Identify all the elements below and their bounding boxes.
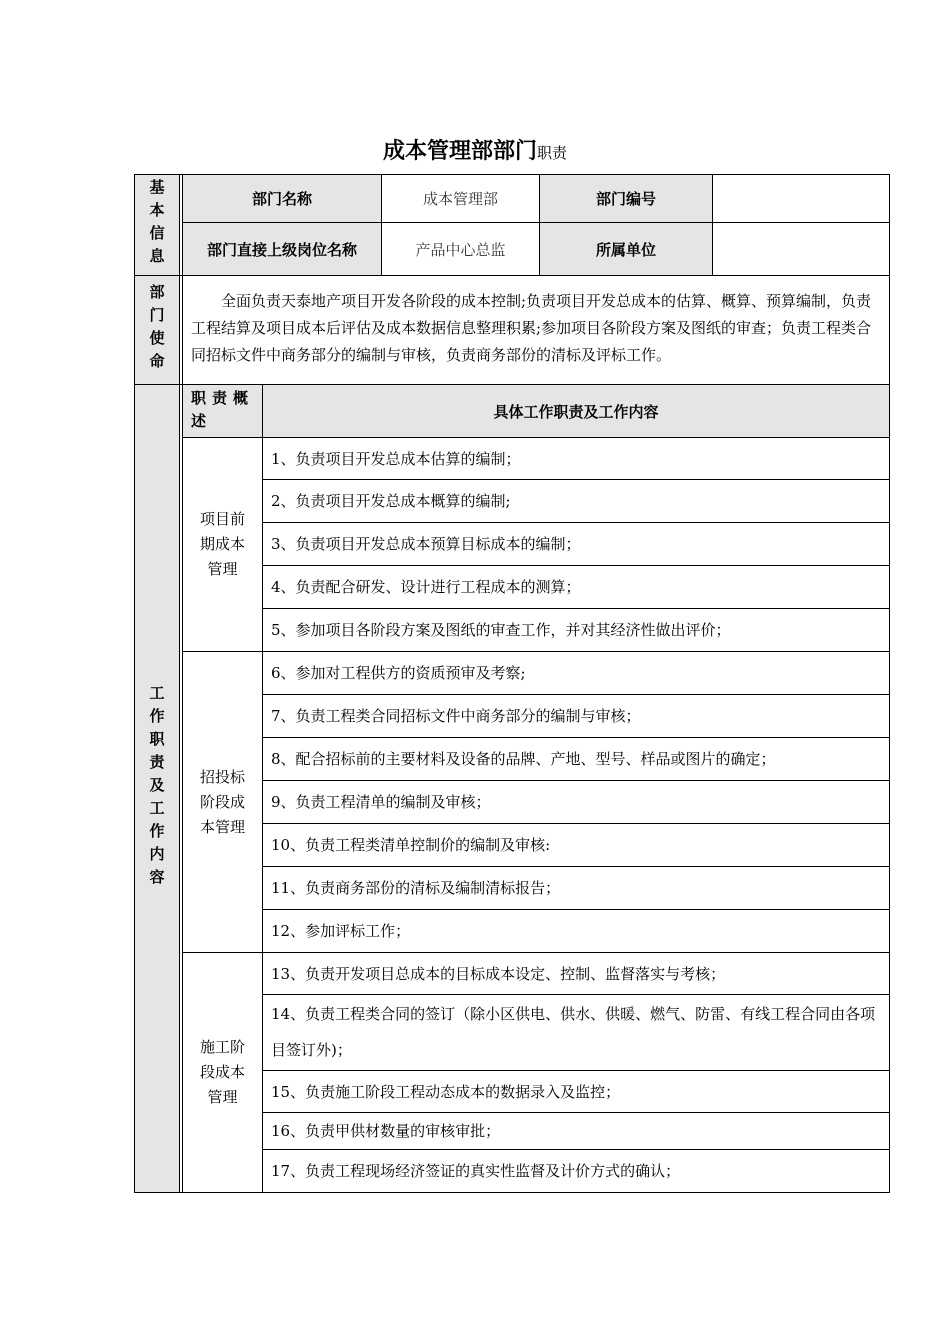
duties-section xyxy=(134,384,890,1193)
header-overview: 职责概述 xyxy=(183,385,263,437)
basic-info-label: 基本信息 xyxy=(147,179,166,271)
duty-item: 12、参加评标工作； xyxy=(271,922,411,940)
dept-name-label: 部门名称 xyxy=(183,175,382,223)
mission-label: 部门使命 xyxy=(147,284,166,376)
title-main: 成本管理部部门 xyxy=(382,139,537,164)
group-name: 施工阶段成本管理 xyxy=(183,953,263,1192)
title-sub: 职责 xyxy=(537,144,568,162)
duty-group xyxy=(183,953,889,1192)
duty-group xyxy=(183,438,889,652)
unit-value xyxy=(713,223,889,275)
duty-item: 8、配合招标前的主要材料及设备的品牌、产地、型号、样品或图片的确定； xyxy=(263,738,889,781)
duty-item: 2、负责项目开发总成本概算的编制; xyxy=(263,480,889,523)
duty-item: 3、负责项目开发总成本预算目标成本的编制； xyxy=(263,523,889,566)
page-title xyxy=(0,134,950,165)
duty-item: 13、负责开发项目总成本的目标成本设定、控制、监督落实与考核； xyxy=(263,953,889,995)
duty-item: 9、负责工程清单的编制及审核； xyxy=(263,781,889,824)
duty-item: 15、负责施工阶段工程动态成本的数据录入及监控； xyxy=(263,1071,889,1113)
duty-item: 10、负责工程类清单控制价的编制及审核: xyxy=(263,824,889,867)
dept-no-value xyxy=(713,175,889,223)
duty-item: 5、参加项目各阶段方案及图纸的审查工作，并对其经济性做出评价； xyxy=(271,621,731,639)
duty-group xyxy=(183,652,889,953)
duties-label: 工作职责及工作内容 xyxy=(147,685,166,892)
basic-info-grid xyxy=(183,175,889,275)
basic-info-side xyxy=(135,175,180,275)
duty-item: 17、负责工程现场经济签证的真实性监督及计价方式的确认； xyxy=(271,1162,681,1180)
duty-item: 4、负责配合研发、设计进行工程成本的测算； xyxy=(263,566,889,609)
mission-side xyxy=(135,276,180,384)
superior-label: 部门直接上级岗位名称 xyxy=(183,223,382,275)
unit-label: 所属单位 xyxy=(540,223,713,275)
duty-table xyxy=(134,174,890,1193)
superior-value: 产品中心总监 xyxy=(382,223,540,275)
dept-name-value: 成本管理部 xyxy=(382,175,540,223)
duties-side xyxy=(135,385,180,1192)
duties-table xyxy=(183,385,889,1192)
duty-item: 16、负责甲供材数量的审核审批； xyxy=(263,1113,889,1150)
basic-info-section xyxy=(134,174,890,275)
duty-item: 14、负责工程类合同的签订（除小区供电、供水、供暖、燃气、防雷、有线工程合同由各项目签订外)； xyxy=(263,995,889,1071)
mission-section xyxy=(134,275,890,384)
duty-item: 6、参加对工程供方的资质预审及考察; xyxy=(263,652,889,695)
duty-item: 11、负责商务部份的清标及编制清标报告； xyxy=(263,867,889,910)
duty-item: 7、负责工程类合同招标文件中商务部分的编制与审核； xyxy=(263,695,889,738)
dept-no-label: 部门编号 xyxy=(540,175,713,223)
duty-item: 1、负责项目开发总成本估算的编制； xyxy=(263,438,889,480)
duties-header xyxy=(183,385,889,438)
mission-text: 全面负责天泰地产项目开发各阶段的成本控制;负责项目开发总成本的估算、概算、预算编制，负责工程结算及项目成本后评估及成本数据信息整理积累;参加项目各阶段方案及图纸的审查；负责工程类合同招标文件中商务部分的编制与审核，负责商务部份的清标及评标工作。 xyxy=(191,292,872,364)
group-name: 项目前期成本管理 xyxy=(183,438,263,651)
header-content: 具体工作职责及工作内容 xyxy=(493,402,659,421)
group-name: 招投标阶段成本管理 xyxy=(183,652,263,952)
